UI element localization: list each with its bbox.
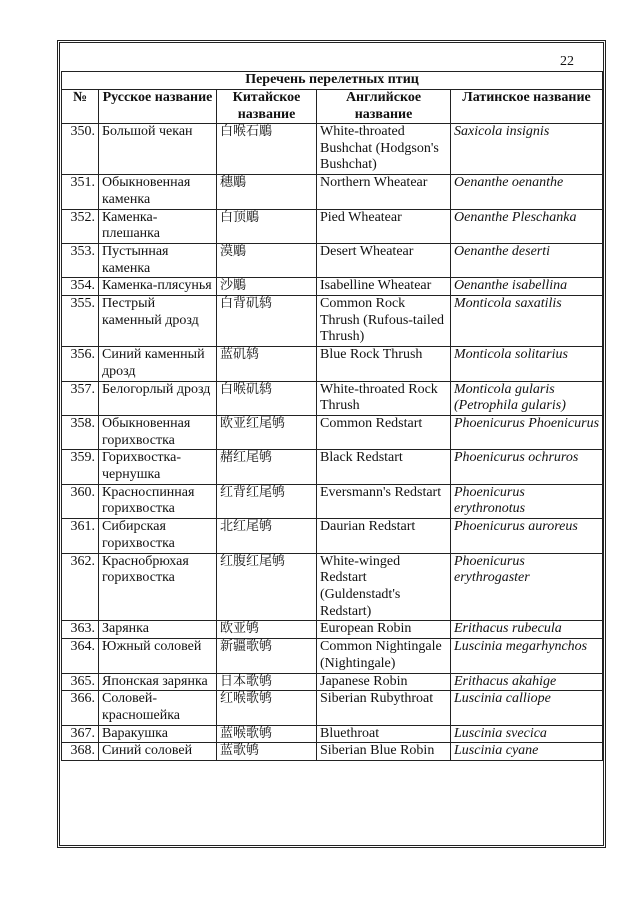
cell-number: 351.	[62, 175, 99, 209]
cell-english-name: Siberian Rubythroat	[317, 691, 451, 725]
cell-russian-name: Синий соловей	[99, 743, 217, 761]
cell-latin-name: Oenanthe Pleschanka	[451, 209, 603, 243]
table-row	[62, 175, 603, 209]
table-row	[62, 209, 603, 243]
cell-latin-name: Phoenicurus erythrogaster	[451, 553, 603, 621]
migratory-birds-table	[61, 71, 603, 761]
cell-chinese-name: 白喉石鵰	[217, 124, 317, 175]
cell-chinese-name: 新疆歌鸲	[217, 639, 317, 673]
cell-english-name: Common Nightingale (Nightingale)	[317, 639, 451, 673]
cell-latin-name: Phoenicurus Phoenicurus	[451, 415, 603, 449]
cell-number: 368.	[62, 743, 99, 761]
cell-russian-name: Пустынная каменка	[99, 243, 217, 277]
cell-chinese-name: 漠鵰	[217, 243, 317, 277]
cell-russian-name: Красноспинная горихвостка	[99, 484, 217, 518]
cell-russian-name: Обыкновенная каменка	[99, 175, 217, 209]
cell-russian-name: Зарянка	[99, 621, 217, 639]
cell-english-name: Pied Wheatear	[317, 209, 451, 243]
cell-number: 365.	[62, 673, 99, 691]
cell-russian-name: Обыкновенная горихвостка	[99, 415, 217, 449]
cell-english-name: Eversmann's Redstart	[317, 484, 451, 518]
cell-russian-name: Пестрый каменный дрозд	[99, 296, 217, 347]
cell-russian-name: Варакушка	[99, 725, 217, 743]
table-row	[62, 243, 603, 277]
cell-english-name: Daurian Redstart	[317, 519, 451, 553]
table-caption-row	[62, 72, 603, 90]
cell-chinese-name: 红喉歌鸲	[217, 691, 317, 725]
cell-number: 353.	[62, 243, 99, 277]
cell-latin-name: Oenanthe deserti	[451, 243, 603, 277]
cell-english-name: Isabelline Wheatear	[317, 278, 451, 296]
header-num: №	[62, 90, 99, 124]
cell-number: 363.	[62, 621, 99, 639]
header-latin: Латинское название	[451, 90, 603, 124]
table-row	[62, 124, 603, 175]
header-russian: Русское название	[99, 90, 217, 124]
table-row	[62, 296, 603, 347]
table-row	[62, 691, 603, 725]
cell-latin-name: Erithacus akahige	[451, 673, 603, 691]
cell-chinese-name: 北红尾鸲	[217, 519, 317, 553]
cell-chinese-name: 日本歌鸲	[217, 673, 317, 691]
table-row	[62, 347, 603, 381]
table-row	[62, 415, 603, 449]
table-row	[62, 621, 603, 639]
table-row	[62, 673, 603, 691]
header-english: Английское название	[317, 90, 451, 124]
cell-latin-name: Luscinia calliope	[451, 691, 603, 725]
cell-latin-name: Oenanthe isabellina	[451, 278, 603, 296]
cell-number: 366.	[62, 691, 99, 725]
cell-russian-name: Каменка-плешанка	[99, 209, 217, 243]
table-row	[62, 639, 603, 673]
cell-chinese-name: 白背矶鸫	[217, 296, 317, 347]
cell-latin-name: Monticola saxatilis	[451, 296, 603, 347]
cell-latin-name: Monticola solitarius	[451, 347, 603, 381]
table-title: Перечень перелетных птиц	[62, 72, 603, 90]
cell-number: 355.	[62, 296, 99, 347]
table-row	[62, 381, 603, 415]
cell-number: 357.	[62, 381, 99, 415]
cell-number: 361.	[62, 519, 99, 553]
cell-chinese-name: 红背红尾鸲	[217, 484, 317, 518]
cell-russian-name: Сибирская горихвостка	[99, 519, 217, 553]
cell-chinese-name: 红腹红尾鸲	[217, 553, 317, 621]
table-row	[62, 450, 603, 484]
page-number: 22	[560, 54, 574, 69]
cell-russian-name: Японская зарянка	[99, 673, 217, 691]
cell-chinese-name: 白顶鵰	[217, 209, 317, 243]
cell-chinese-name: 沙鵰	[217, 278, 317, 296]
table-row	[62, 553, 603, 621]
cell-english-name: Common Rock Thrush (Rufous-tailed Thrush)	[317, 296, 451, 347]
cell-latin-name: Monticola gularis (Petrophila gularis)	[451, 381, 603, 415]
cell-english-name: Blue Rock Thrush	[317, 347, 451, 381]
cell-chinese-name: 蓝歌鸲	[217, 743, 317, 761]
cell-russian-name: Белогорлый дрозд	[99, 381, 217, 415]
table-row	[62, 278, 603, 296]
cell-russian-name: Краснобрюхая горихвостка	[99, 553, 217, 621]
cell-russian-name: Каменка-плясунья	[99, 278, 217, 296]
cell-english-name: Siberian Blue Robin	[317, 743, 451, 761]
cell-number: 352.	[62, 209, 99, 243]
cell-latin-name: Luscinia megarhynchos	[451, 639, 603, 673]
cell-russian-name: Синий каменный дрозд	[99, 347, 217, 381]
cell-chinese-name: 白喉矶鸫	[217, 381, 317, 415]
cell-latin-name: Saxicola insignis	[451, 124, 603, 175]
cell-chinese-name: 欧亚鸲	[217, 621, 317, 639]
cell-number: 350.	[62, 124, 99, 175]
cell-latin-name: Erithacus rubecula	[451, 621, 603, 639]
table-row	[62, 519, 603, 553]
cell-chinese-name: 蓝矶鸫	[217, 347, 317, 381]
cell-number: 364.	[62, 639, 99, 673]
cell-english-name: White-winged Redstart (Guldenstadt's Redstart)	[317, 553, 451, 621]
cell-english-name: Desert Wheatear	[317, 243, 451, 277]
cell-english-name: Black Redstart	[317, 450, 451, 484]
cell-russian-name: Соловей-красношейка	[99, 691, 217, 725]
table-row	[62, 743, 603, 761]
cell-chinese-name: 蓝喉歌鸲	[217, 725, 317, 743]
table-row	[62, 725, 603, 743]
cell-latin-name: Phoenicurus ochruros	[451, 450, 603, 484]
cell-english-name: Common Redstart	[317, 415, 451, 449]
cell-english-name: White-throated Bushchat (Hodgson's Bushchat)	[317, 124, 451, 175]
cell-latin-name: Phoenicurus auroreus	[451, 519, 603, 553]
cell-number: 358.	[62, 415, 99, 449]
cell-number: 356.	[62, 347, 99, 381]
cell-russian-name: Горихвостка-чернушка	[99, 450, 217, 484]
table-body	[62, 124, 603, 761]
cell-chinese-name: 欧亚红尾鸲	[217, 415, 317, 449]
cell-english-name: European Robin	[317, 621, 451, 639]
cell-number: 354.	[62, 278, 99, 296]
cell-number: 362.	[62, 553, 99, 621]
cell-latin-name: Oenanthe oenanthe	[451, 175, 603, 209]
cell-latin-name: Phoenicurus erythronotus	[451, 484, 603, 518]
cell-latin-name: Luscinia svecica	[451, 725, 603, 743]
cell-number: 367.	[62, 725, 99, 743]
table-header-row	[62, 90, 603, 124]
cell-english-name: Bluethroat	[317, 725, 451, 743]
cell-english-name: Japanese Robin	[317, 673, 451, 691]
cell-english-name: Northern Wheatear	[317, 175, 451, 209]
cell-chinese-name: 穗鵰	[217, 175, 317, 209]
cell-number: 359.	[62, 450, 99, 484]
cell-chinese-name: 赭红尾鸲	[217, 450, 317, 484]
cell-english-name: White-throated Rock Thrush	[317, 381, 451, 415]
cell-russian-name: Южный соловей	[99, 639, 217, 673]
cell-russian-name: Большой чекан	[99, 124, 217, 175]
table-row	[62, 484, 603, 518]
header-chinese: Китайское название	[217, 90, 317, 124]
cell-number: 360.	[62, 484, 99, 518]
cell-latin-name: Luscinia cyane	[451, 743, 603, 761]
